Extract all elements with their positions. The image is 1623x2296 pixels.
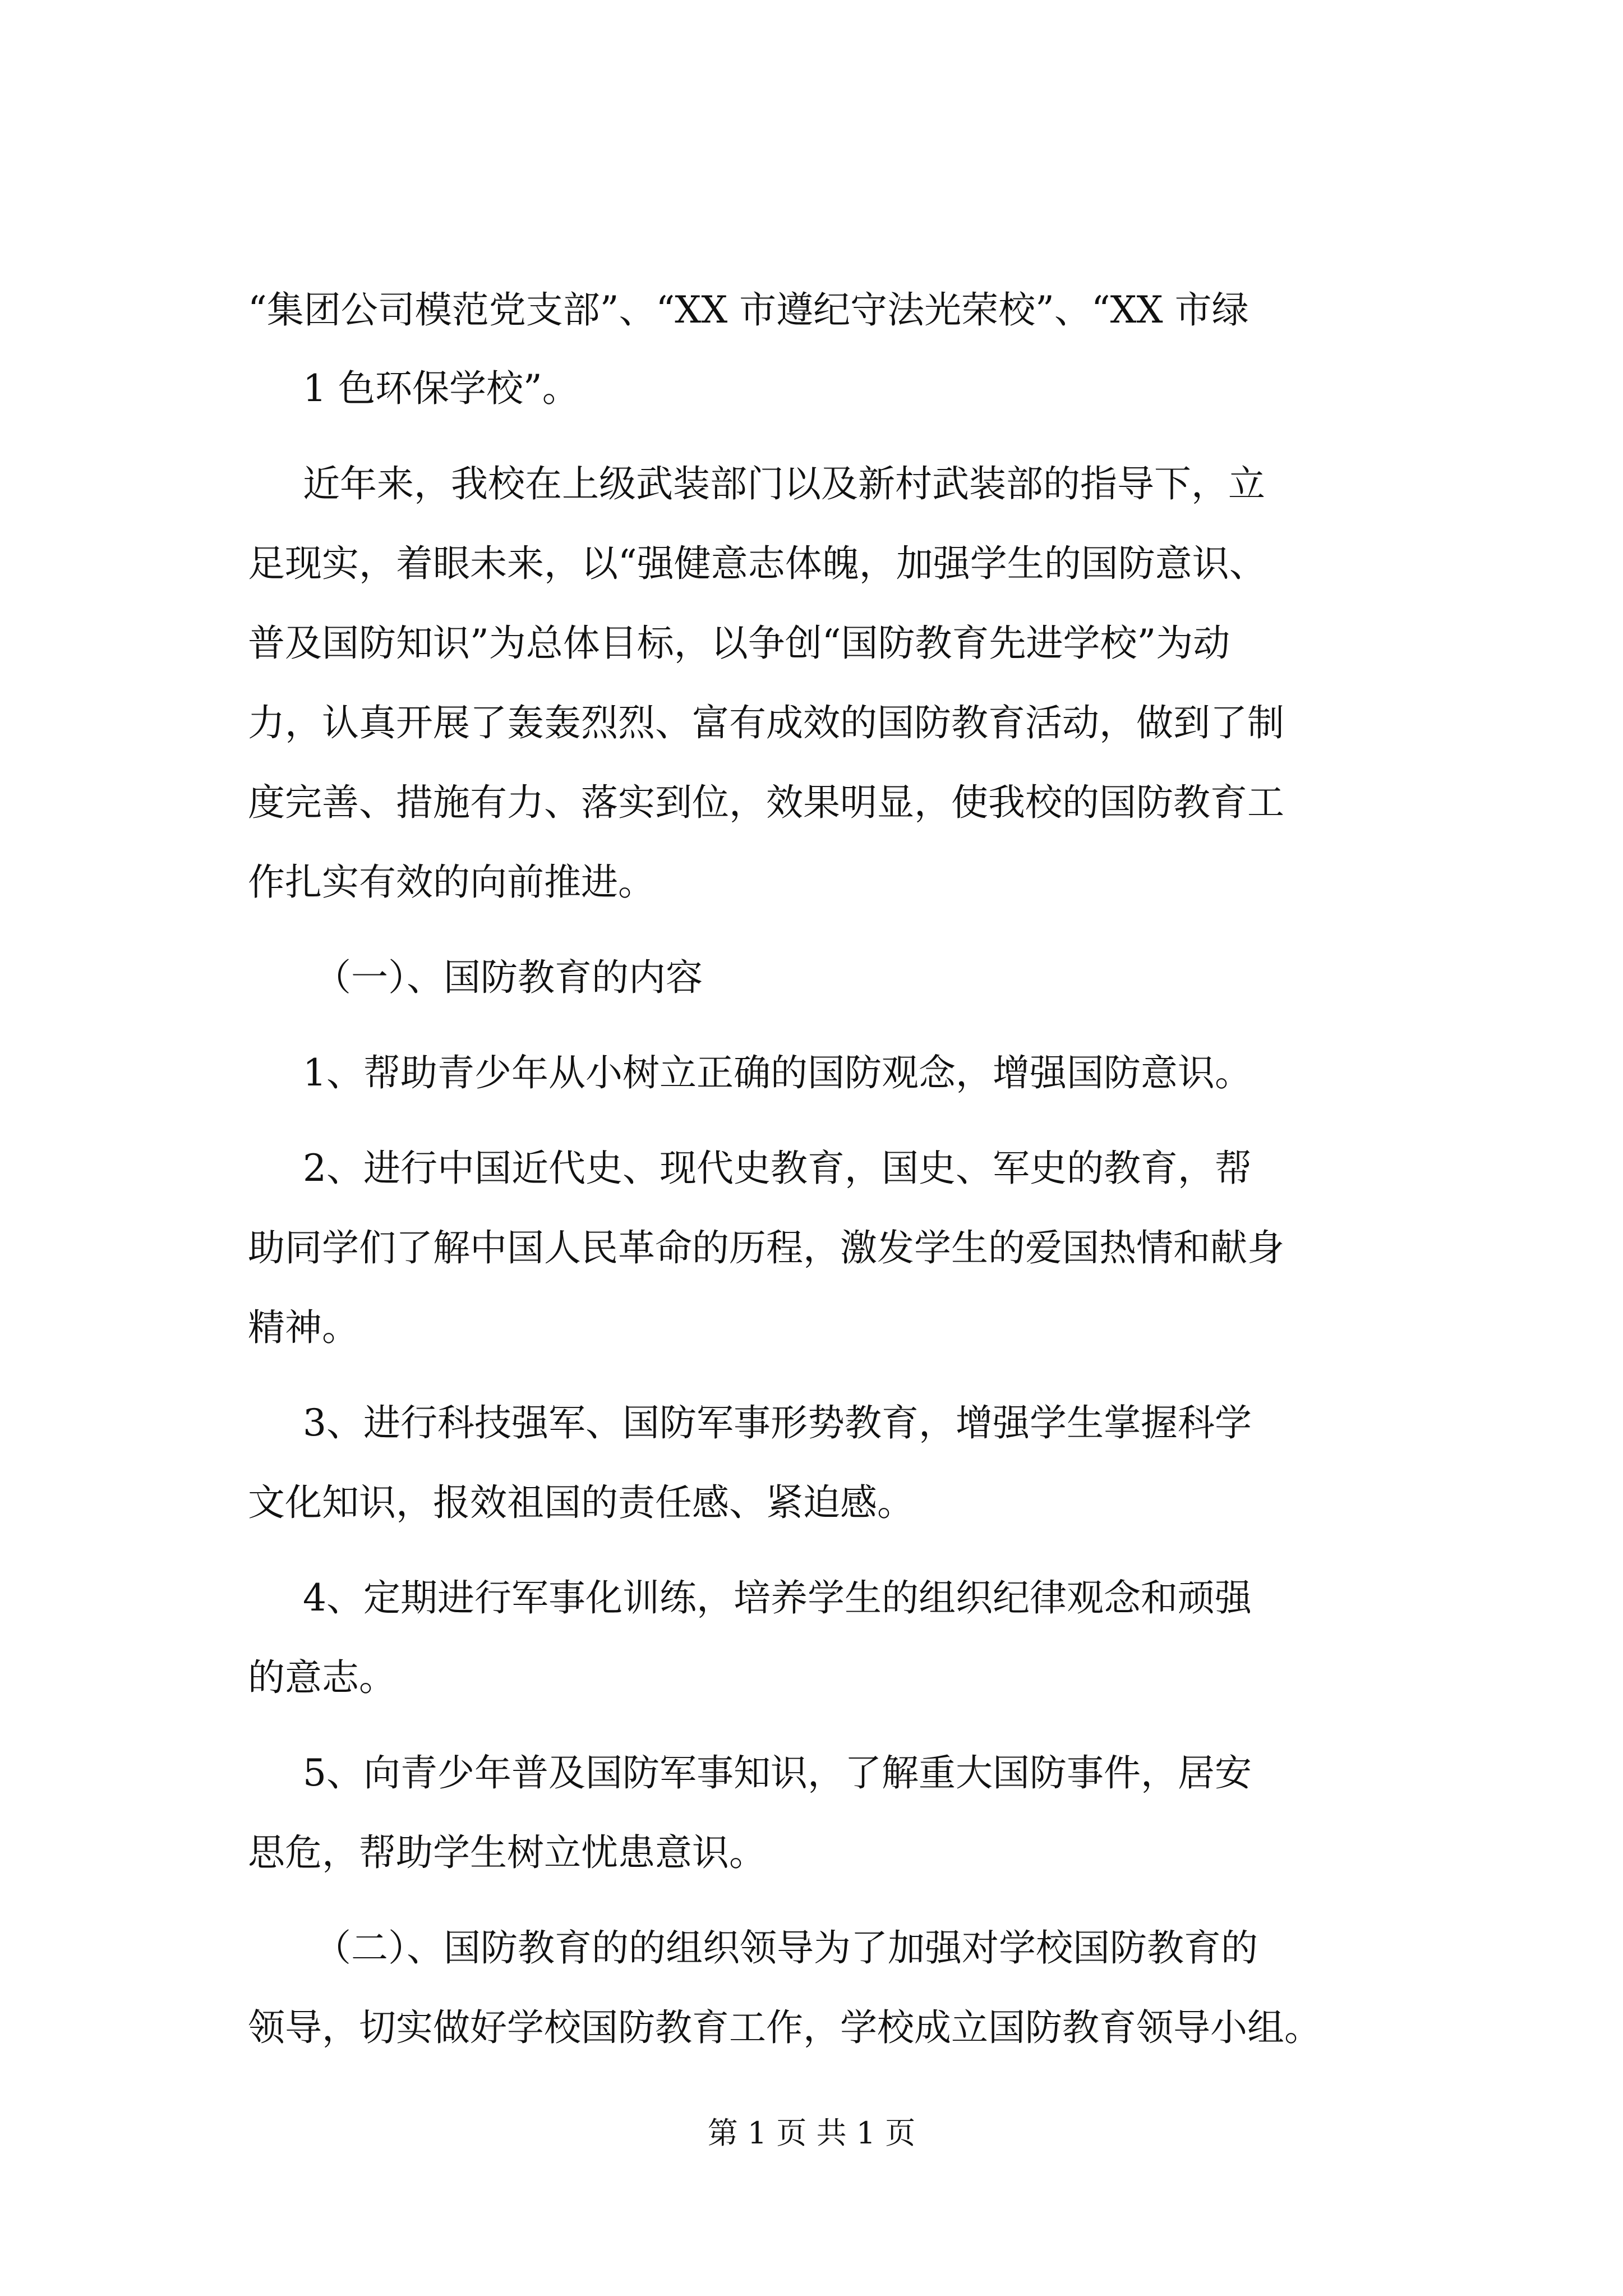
text-line-6: 力，认真开展了轰轰烈烈、富有成效的国防教育活动，做到了制 <box>248 701 1284 744</box>
text-line-17: 的意志。 <box>248 1656 396 1699</box>
section-heading-2: （二）、国防教育的的组织领导为了加强对学校国防教育的 <box>314 1926 1258 1970</box>
text-line-2: 1 色环保学校”。 <box>303 367 579 410</box>
text-line-16: 4、定期进行军事化训练，培养学生的组织纪律观念和顽强 <box>303 1576 1252 1619</box>
text-line-11: 2、进行中国近代史、现代史教育，国史、军史的教育，帮 <box>303 1147 1252 1190</box>
text-line-12: 助同学们了解中国人民革命的历程，激发学生的爱国热情和献身 <box>248 1226 1284 1269</box>
text-line-18: 5、向青少年普及国防军事知识，了解重大国防事件，居安 <box>303 1751 1252 1795</box>
text-line-19: 思危，帮助学生树立忧患意识。 <box>248 1831 766 1874</box>
text-line-8: 作扎实有效的向前推进。 <box>248 861 655 904</box>
text-line-10: 1、帮助青少年从小树立正确的国防观念，增强国防意识。 <box>303 1051 1252 1094</box>
text-line-14: 3、进行科技强军、国防军事形势教育，增强学生掌握科学 <box>303 1401 1252 1444</box>
text-line-4: 足现实，着眼未来，以“强健意志体魄，加强学生的国防意识、 <box>248 542 1266 585</box>
page-number-footer: 第 1 页 共 1 页 <box>707 2115 916 2151</box>
text-line-21: 领导，切实做好学校国防教育工作，学校成立国防教育领导小组。 <box>248 2006 1321 2049</box>
text-line-1: “集团公司模范党支部”、“XX 市遵纪守法光荣校”、“XX 市绿 <box>248 288 1249 332</box>
section-heading-1: （一）、国防教育的内容 <box>314 956 703 999</box>
text-line-13: 精神。 <box>248 1306 359 1349</box>
text-line-5: 普及国防知识”为总体目标，以争创“国防教育先进学校”为动 <box>248 622 1230 665</box>
text-line-15: 文化知识，报效祖国的责任感、紧迫感。 <box>248 1481 914 1524</box>
text-line-3: 近年来，我校在上级武装部门以及新村武装部的指导下，立 <box>303 462 1265 505</box>
text-line-7: 度完善、措施有力、落实到位，效果明显，使我校的国防教育工 <box>248 781 1284 824</box>
